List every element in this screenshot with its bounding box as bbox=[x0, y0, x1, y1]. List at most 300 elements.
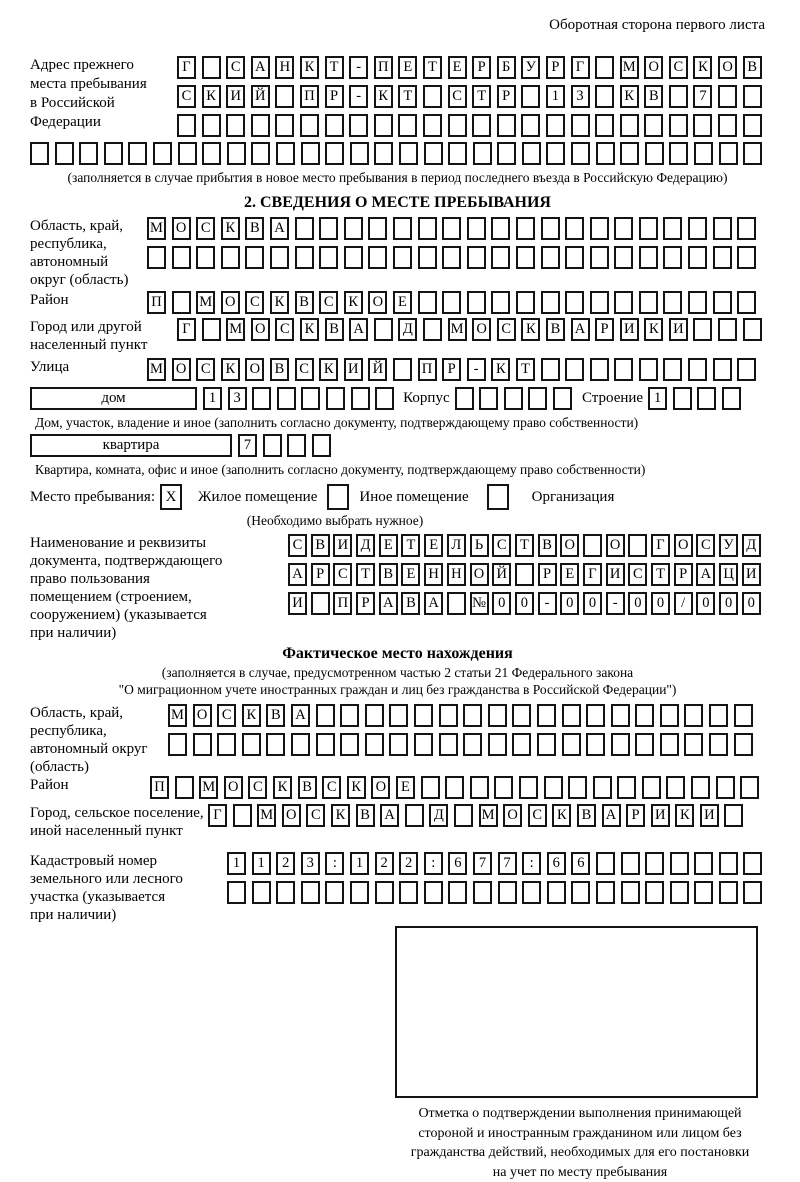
char-row bbox=[208, 804, 743, 827]
char-box bbox=[175, 776, 194, 799]
char-box: В bbox=[356, 804, 375, 827]
char-box: 7 bbox=[693, 85, 712, 108]
label-line: места пребывания bbox=[30, 75, 177, 94]
char-box: 0 bbox=[719, 592, 738, 615]
char-box bbox=[522, 881, 541, 904]
char-box bbox=[252, 387, 271, 410]
char-box bbox=[494, 776, 513, 799]
char-box bbox=[583, 534, 602, 557]
char-box: 2 bbox=[375, 852, 394, 875]
label-line: Адрес прежнего bbox=[30, 56, 177, 75]
char-box: Т bbox=[515, 534, 534, 557]
char-box: 6 bbox=[571, 852, 590, 875]
char-box bbox=[316, 704, 335, 727]
char-box: А bbox=[251, 56, 270, 79]
char-box bbox=[270, 246, 289, 269]
char-row bbox=[147, 291, 756, 314]
char-box: В bbox=[270, 358, 289, 381]
label-line: Наименование и реквизиты bbox=[30, 534, 288, 552]
char-box: К bbox=[347, 776, 366, 799]
char-box bbox=[688, 246, 707, 269]
char-box bbox=[743, 318, 762, 341]
char-box bbox=[734, 733, 753, 756]
char-box bbox=[344, 217, 363, 240]
char-box bbox=[295, 246, 314, 269]
char-box: Р bbox=[546, 56, 565, 79]
char-box: Р bbox=[626, 804, 645, 827]
char-box bbox=[442, 246, 461, 269]
char-box: К bbox=[242, 704, 261, 727]
char-box: Г bbox=[571, 56, 590, 79]
char-box: Е bbox=[401, 563, 420, 586]
char-box: С bbox=[448, 85, 467, 108]
char-box: С bbox=[628, 563, 647, 586]
char-box: В bbox=[245, 217, 264, 240]
char-box bbox=[421, 776, 440, 799]
char-box bbox=[737, 291, 756, 314]
char-box bbox=[719, 881, 738, 904]
char-box: О bbox=[172, 217, 191, 240]
char-box: В bbox=[295, 291, 314, 314]
char-box bbox=[743, 852, 762, 875]
char-box bbox=[470, 776, 489, 799]
char-box: О bbox=[371, 776, 390, 799]
char-box: И bbox=[226, 85, 245, 108]
checkbox-organization bbox=[487, 484, 509, 510]
char-box bbox=[620, 114, 639, 137]
char-box bbox=[365, 704, 384, 727]
char-box: С bbox=[217, 704, 236, 727]
char-box bbox=[153, 142, 172, 165]
char-box bbox=[287, 434, 306, 457]
char-box bbox=[202, 56, 221, 79]
char-box bbox=[319, 217, 338, 240]
apartment-type-box: квартира bbox=[30, 434, 232, 457]
char-box bbox=[669, 85, 688, 108]
char-box bbox=[737, 246, 756, 269]
char-box bbox=[571, 142, 590, 165]
char-box bbox=[263, 434, 282, 457]
char-box bbox=[718, 318, 737, 341]
option-label-other-premises: Иное помещение bbox=[359, 486, 468, 509]
char-box bbox=[202, 114, 221, 137]
char-box bbox=[467, 291, 486, 314]
char-box bbox=[497, 142, 516, 165]
char-box: С bbox=[177, 85, 196, 108]
char-box: К bbox=[552, 804, 571, 827]
char-box: М bbox=[479, 804, 498, 827]
char-box: А bbox=[270, 217, 289, 240]
char-box bbox=[251, 114, 270, 137]
char-box bbox=[522, 142, 541, 165]
char-box: Е bbox=[396, 776, 415, 799]
char-box bbox=[405, 804, 424, 827]
char-box bbox=[639, 358, 658, 381]
char-box: И bbox=[344, 358, 363, 381]
char-box: Е bbox=[424, 534, 443, 557]
label-line: (область) bbox=[30, 758, 168, 776]
char-box bbox=[719, 142, 738, 165]
char-box bbox=[546, 142, 565, 165]
label-line: Область, край, bbox=[30, 217, 147, 235]
char-box: 3 bbox=[301, 852, 320, 875]
char-box: С bbox=[528, 804, 547, 827]
page-header-note: Оборотная сторона первого листа bbox=[30, 16, 765, 34]
char-box: О bbox=[193, 704, 212, 727]
char-box: С bbox=[275, 318, 294, 341]
street-block bbox=[30, 358, 765, 381]
char-row bbox=[288, 592, 761, 615]
char-box bbox=[389, 733, 408, 756]
char-box bbox=[537, 733, 556, 756]
stroenie-row bbox=[648, 387, 741, 410]
char-box: К bbox=[221, 217, 240, 240]
char-box: 1 bbox=[227, 852, 246, 875]
char-box bbox=[537, 704, 556, 727]
char-box: С bbox=[196, 358, 215, 381]
stroenie-label: Строение bbox=[582, 387, 643, 410]
char-box bbox=[688, 291, 707, 314]
char-box bbox=[709, 704, 728, 727]
char-box bbox=[442, 217, 461, 240]
char-box bbox=[172, 246, 191, 269]
char-row bbox=[147, 217, 756, 240]
char-box bbox=[617, 776, 636, 799]
label-line: населенный пункт bbox=[30, 336, 177, 354]
char-box bbox=[716, 776, 735, 799]
char-box bbox=[670, 881, 689, 904]
char-box bbox=[684, 733, 703, 756]
char-box: О bbox=[251, 318, 270, 341]
char-box: 0 bbox=[628, 592, 647, 615]
char-box: С bbox=[333, 563, 352, 586]
char-box: В bbox=[266, 704, 285, 727]
char-box bbox=[491, 217, 510, 240]
char-box bbox=[375, 387, 394, 410]
char-box: Г bbox=[208, 804, 227, 827]
char-box: К bbox=[331, 804, 350, 827]
char-box bbox=[663, 246, 682, 269]
char-box bbox=[541, 358, 560, 381]
char-box bbox=[472, 114, 491, 137]
korpus-row bbox=[455, 387, 572, 410]
char-box: Г bbox=[583, 563, 602, 586]
region-label bbox=[30, 217, 147, 289]
confirmation-stamp-caption bbox=[380, 1104, 780, 1182]
char-box bbox=[663, 291, 682, 314]
char-box: Д bbox=[356, 534, 375, 557]
char-box: У bbox=[521, 56, 540, 79]
char-box bbox=[325, 114, 344, 137]
char-box: Й bbox=[492, 563, 511, 586]
char-box bbox=[473, 142, 492, 165]
char-box bbox=[276, 142, 295, 165]
char-box bbox=[424, 881, 443, 904]
char-box bbox=[316, 733, 335, 756]
char-box: Т bbox=[472, 85, 491, 108]
char-box bbox=[202, 318, 221, 341]
char-box bbox=[663, 358, 682, 381]
char-box: Т bbox=[398, 85, 417, 108]
char-box: Р bbox=[472, 56, 491, 79]
char-row bbox=[177, 318, 762, 341]
checkbox-other-premises bbox=[327, 484, 349, 510]
char-box bbox=[491, 246, 510, 269]
char-box: Г bbox=[177, 56, 196, 79]
option-label-residential: Жилое помещение bbox=[198, 486, 317, 509]
char-box: - bbox=[349, 56, 368, 79]
char-box bbox=[694, 881, 713, 904]
char-box: 7 bbox=[473, 852, 492, 875]
char-box bbox=[439, 704, 458, 727]
char-box: И bbox=[700, 804, 719, 827]
char-box: М bbox=[226, 318, 245, 341]
char-box bbox=[168, 733, 187, 756]
char-box: 1 bbox=[252, 852, 271, 875]
label-line: автономный bbox=[30, 253, 147, 271]
caption-line: Отметка о подтверждении выполнения принимающей bbox=[380, 1104, 780, 1124]
char-box bbox=[562, 733, 581, 756]
char-box bbox=[571, 881, 590, 904]
char-box: 1 bbox=[203, 387, 222, 410]
char-box: Б bbox=[497, 56, 516, 79]
char-box: В bbox=[311, 534, 330, 557]
char-box: Й bbox=[251, 85, 270, 108]
char-box bbox=[568, 776, 587, 799]
char-box: И bbox=[333, 534, 352, 557]
char-box: К bbox=[374, 85, 393, 108]
char-box: 1 bbox=[648, 387, 667, 410]
house-type-box: дом bbox=[30, 387, 197, 410]
char-box bbox=[104, 142, 123, 165]
previous-address-label bbox=[30, 56, 177, 132]
char-box bbox=[620, 142, 639, 165]
char-box bbox=[660, 733, 679, 756]
label-line: Область, край, bbox=[30, 704, 168, 722]
char-box: 2 bbox=[276, 852, 295, 875]
char-box: Т bbox=[423, 56, 442, 79]
char-box bbox=[614, 358, 633, 381]
char-box: - bbox=[538, 592, 557, 615]
char-box: М bbox=[257, 804, 276, 827]
char-box bbox=[635, 704, 654, 727]
char-box bbox=[541, 246, 560, 269]
label-line: республика, bbox=[30, 722, 168, 740]
char-box: А bbox=[379, 592, 398, 615]
char-box: 0 bbox=[651, 592, 670, 615]
char-box: В bbox=[538, 534, 557, 557]
char-box: К bbox=[273, 776, 292, 799]
char-box bbox=[266, 733, 285, 756]
actual-district-block bbox=[30, 776, 765, 799]
char-box: Р bbox=[595, 318, 614, 341]
char-box: А bbox=[424, 592, 443, 615]
char-box: С bbox=[295, 358, 314, 381]
char-box: К bbox=[644, 318, 663, 341]
place-type-row bbox=[30, 484, 765, 510]
char-box bbox=[684, 704, 703, 727]
place-type-label: Место пребывания: bbox=[30, 486, 155, 509]
district-block bbox=[30, 291, 765, 314]
char-box: В bbox=[644, 85, 663, 108]
char-box: С bbox=[226, 56, 245, 79]
char-box bbox=[504, 387, 523, 410]
char-box bbox=[614, 217, 633, 240]
char-box: 6 bbox=[448, 852, 467, 875]
house-number-row bbox=[203, 387, 394, 410]
char-box: Ь bbox=[470, 534, 489, 557]
char-box bbox=[590, 291, 609, 314]
char-box: О bbox=[368, 291, 387, 314]
char-box bbox=[227, 142, 246, 165]
char-box: С bbox=[306, 804, 325, 827]
char-box: В bbox=[546, 318, 565, 341]
char-box: 0 bbox=[696, 592, 715, 615]
char-box: Е bbox=[379, 534, 398, 557]
char-box: 2 bbox=[399, 852, 418, 875]
char-box: О bbox=[221, 291, 240, 314]
char-box bbox=[673, 387, 692, 410]
char-box: В bbox=[401, 592, 420, 615]
char-box bbox=[628, 534, 647, 557]
char-box: Й bbox=[368, 358, 387, 381]
char-box bbox=[389, 704, 408, 727]
char-box: Н bbox=[275, 56, 294, 79]
char-box bbox=[275, 85, 294, 108]
char-box bbox=[724, 804, 743, 827]
char-box bbox=[565, 358, 584, 381]
char-box bbox=[488, 704, 507, 727]
char-box bbox=[544, 776, 563, 799]
char-box bbox=[463, 733, 482, 756]
char-box bbox=[593, 776, 612, 799]
char-box: К bbox=[202, 85, 221, 108]
char-box bbox=[445, 776, 464, 799]
char-box bbox=[295, 217, 314, 240]
char-box bbox=[611, 733, 630, 756]
char-box bbox=[512, 704, 531, 727]
char-box: О bbox=[470, 563, 489, 586]
char-box bbox=[467, 246, 486, 269]
char-box bbox=[418, 291, 437, 314]
cadastral-block bbox=[30, 852, 765, 924]
char-box: Н bbox=[424, 563, 443, 586]
char-box: С bbox=[196, 217, 215, 240]
char-box bbox=[448, 114, 467, 137]
char-box: В bbox=[743, 56, 762, 79]
char-box bbox=[447, 592, 466, 615]
char-box bbox=[718, 114, 737, 137]
char-row bbox=[177, 56, 762, 79]
char-box bbox=[423, 114, 442, 137]
char-box bbox=[79, 142, 98, 165]
previous-address-overflow-row bbox=[30, 142, 765, 165]
char-box: П bbox=[300, 85, 319, 108]
char-box bbox=[562, 704, 581, 727]
char-box: И bbox=[669, 318, 688, 341]
char-box: И bbox=[606, 563, 625, 586]
char-box bbox=[595, 56, 614, 79]
char-box: : bbox=[325, 852, 344, 875]
char-box bbox=[423, 318, 442, 341]
char-box: О bbox=[644, 56, 663, 79]
char-box: Е bbox=[448, 56, 467, 79]
char-box: 0 bbox=[492, 592, 511, 615]
korpus-label: Корпус bbox=[403, 387, 449, 410]
char-box bbox=[491, 291, 510, 314]
caption-line: гражданства действий, необходимых для его постановки bbox=[380, 1143, 780, 1163]
char-box bbox=[743, 881, 762, 904]
char-box: П bbox=[333, 592, 352, 615]
char-box: П bbox=[418, 358, 437, 381]
label-line: документа, подтверждающего bbox=[30, 552, 288, 570]
char-box bbox=[718, 85, 737, 108]
label-line: Город или другой bbox=[30, 318, 177, 336]
char-box bbox=[448, 142, 467, 165]
char-box bbox=[393, 217, 412, 240]
char-box bbox=[418, 246, 437, 269]
char-box bbox=[252, 881, 271, 904]
label-line: в Российской bbox=[30, 94, 177, 113]
char-box: Т bbox=[516, 358, 535, 381]
char-box bbox=[374, 318, 393, 341]
char-box: Р bbox=[674, 563, 693, 586]
char-box bbox=[374, 142, 393, 165]
char-box bbox=[196, 246, 215, 269]
char-box bbox=[590, 246, 609, 269]
char-box bbox=[217, 733, 236, 756]
char-row bbox=[147, 246, 756, 269]
caption-line: стороной и иностранным гражданином или лицом без bbox=[380, 1124, 780, 1144]
char-box bbox=[301, 881, 320, 904]
char-box: М bbox=[168, 704, 187, 727]
char-box bbox=[393, 358, 412, 381]
char-row bbox=[150, 776, 759, 799]
char-box bbox=[596, 881, 615, 904]
char-box: К bbox=[693, 56, 712, 79]
char-box: О bbox=[674, 534, 693, 557]
char-box: А bbox=[288, 563, 307, 586]
char-box bbox=[242, 733, 261, 756]
char-box bbox=[479, 387, 498, 410]
char-box bbox=[325, 142, 344, 165]
char-box: М bbox=[620, 56, 639, 79]
char-box: К bbox=[491, 358, 510, 381]
street-label: Улица bbox=[30, 358, 147, 376]
char-box bbox=[233, 804, 252, 827]
char-box bbox=[639, 217, 658, 240]
option-label-organization: Организация bbox=[532, 486, 615, 509]
char-box bbox=[642, 776, 661, 799]
previous-address-rows bbox=[177, 56, 762, 137]
char-box bbox=[644, 114, 663, 137]
char-box bbox=[275, 114, 294, 137]
char-box: С bbox=[497, 318, 516, 341]
apartment-caption: Квартира, комната, офис и иное (заполнить согласно документу, подтверждающему право собственности) bbox=[35, 461, 765, 478]
char-box bbox=[722, 387, 741, 410]
char-box: 0 bbox=[560, 592, 579, 615]
actual-city-label bbox=[30, 804, 208, 840]
house-caption: Дом, участок, владение и иное (заполнить согласно документу, подтверждающему право собственности) bbox=[35, 414, 765, 431]
char-box bbox=[368, 217, 387, 240]
actual-region-block bbox=[30, 704, 765, 776]
char-box: П bbox=[374, 56, 393, 79]
char-box: 6 bbox=[547, 852, 566, 875]
char-box bbox=[586, 733, 605, 756]
previous-address-block bbox=[30, 56, 765, 137]
char-box: П bbox=[150, 776, 169, 799]
label-line: Федерации bbox=[30, 113, 177, 132]
